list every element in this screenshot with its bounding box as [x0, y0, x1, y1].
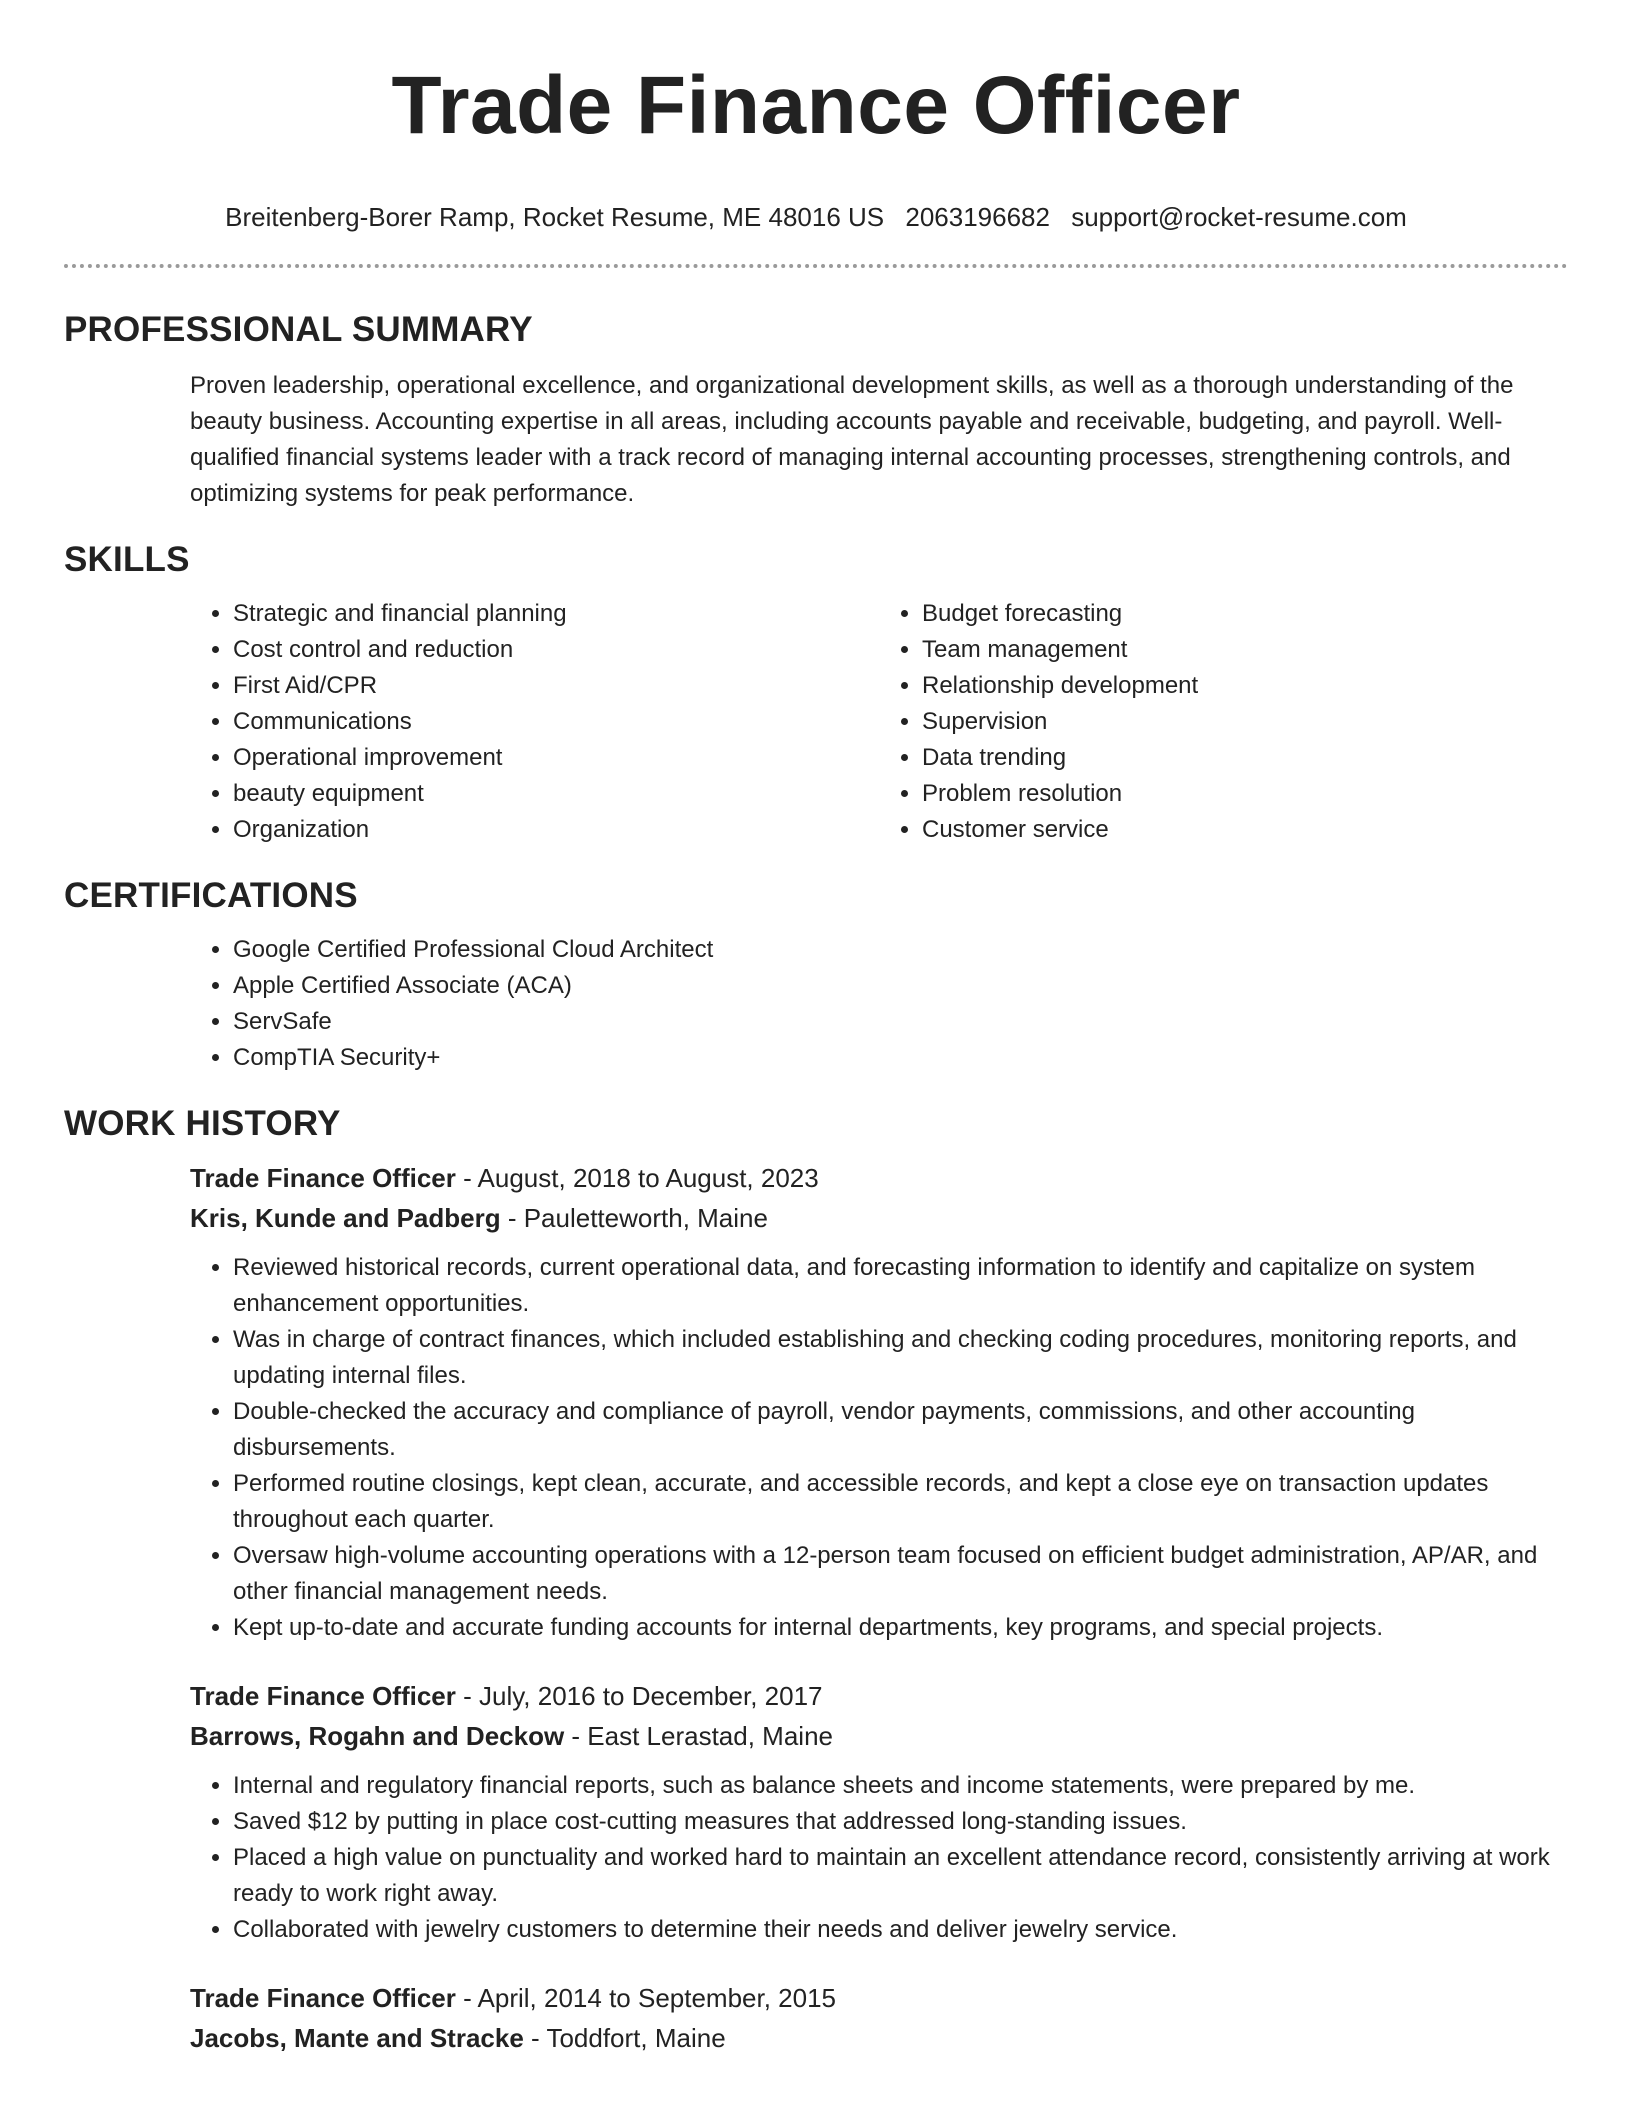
job-company: Barrows, Rogahn and Deckow — [190, 1721, 565, 1751]
job-location: - Pauletteworth, Maine — [500, 1203, 768, 1233]
header-divider — [64, 264, 1568, 268]
email: support@rocket-resume.com — [1071, 202, 1407, 232]
job-title-line — [190, 1978, 1568, 2018]
job-title-line — [190, 1158, 1568, 1198]
job-bullet: • Oversaw high-volume accounting operations with a 12-person team focused on efficient budget administration, AP/AR, and other financial management needs. — [233, 1538, 1568, 1610]
skill-item: • Operational improvement — [233, 740, 879, 776]
skill-item: • Cost control and reduction — [233, 632, 879, 668]
job-dates: - August, 2018 to August, 2023 — [455, 1163, 819, 1193]
job-company-line — [190, 1716, 1568, 1756]
job-bullet: • Kept up-to-date and accurate funding accounts for internal departments, key programs, and special projects. — [233, 1610, 1568, 1646]
job-bullet: • Reviewed historical records, current operational data, and forecasting information to identify and capitalize on system enhancement opportunities. — [233, 1250, 1568, 1322]
skill-item: • Customer service — [922, 812, 1568, 848]
job-company-line — [190, 2018, 1568, 2058]
job-bullet: • Saved $12 by putting in place cost-cutting measures that addressed long-standing issues. — [233, 1804, 1568, 1840]
job-title-line — [190, 1676, 1568, 1716]
skill-item: • First Aid/CPR — [233, 668, 879, 704]
certifications-list — [190, 932, 1568, 1076]
skill-item: • Problem resolution — [922, 776, 1568, 812]
skills-column-right — [879, 596, 1568, 848]
job-bullets — [190, 1768, 1568, 1948]
job-bullet: • Was in charge of contract finances, which included establishing and checking coding procedures, monitoring reports, and updating internal files. — [233, 1322, 1568, 1394]
job-role: Trade Finance Officer — [190, 1983, 456, 2013]
candidate-name: Trade Finance Officer — [391, 60, 1241, 151]
job-bullet: • Collaborated with jewelry customers to determine their needs and deliver jewelry service. — [233, 1912, 1568, 1948]
job-location: - Toddfort, Maine — [523, 2023, 726, 2053]
job-entry — [64, 1978, 1568, 2058]
job-entry — [64, 1158, 1568, 1646]
job-bullet: • Internal and regulatory financial reports, such as balance sheets and income statements, were prepared by me. — [233, 1768, 1568, 1804]
skill-item: • beauty equipment — [233, 776, 879, 812]
certification-item: • CompTIA Security+ — [233, 1040, 1568, 1076]
job-role: Trade Finance Officer — [190, 1681, 456, 1711]
skills-list — [64, 596, 1568, 848]
job-bullet: • Performed routine closings, kept clean, accurate, and accessible records, and kept a close eye on transaction updates throughout each quarter. — [233, 1466, 1568, 1538]
skill-item: • Strategic and financial planning — [233, 596, 879, 632]
skill-item: • Team management — [922, 632, 1568, 668]
skill-item: • Supervision — [922, 704, 1568, 740]
job-dates: - April, 2014 to September, 2015 — [455, 1983, 837, 2013]
skills-column-left — [190, 596, 879, 848]
job-bullets — [190, 1250, 1568, 1646]
job-company: Kris, Kunde and Padberg — [190, 1203, 501, 1233]
certification-item: • ServSafe — [233, 1004, 1568, 1040]
skill-item: • Budget forecasting — [922, 596, 1568, 632]
job-dates: - July, 2016 to December, 2017 — [455, 1681, 823, 1711]
skill-item: • Communications — [233, 704, 879, 740]
job-role: Trade Finance Officer — [190, 1163, 456, 1193]
skill-item: • Data trending — [922, 740, 1568, 776]
section-title-work-history: WORK HISTORY — [64, 1104, 341, 1143]
section-title-summary: PROFESSIONAL SUMMARY — [64, 310, 533, 349]
certification-item: • Apple Certified Associate (ACA) — [233, 968, 1568, 1004]
certification-item: • Google Certified Professional Cloud Architect — [233, 932, 1568, 968]
job-bullet: • Double-checked the accuracy and compliance of payroll, vendor payments, commissions, and other accounting disbursements. — [233, 1394, 1568, 1466]
job-entry — [64, 1676, 1568, 1948]
skill-item: • Organization — [233, 812, 879, 848]
job-company-line — [190, 1198, 1568, 1238]
job-bullet: • Placed a high value on punctuality and worked hard to maintain an excellent attendance record, consistently arriving at work ready to work right away. — [233, 1840, 1568, 1912]
job-company: Jacobs, Mante and Stracke — [190, 2023, 524, 2053]
section-title-certifications: CERTIFICATIONS — [64, 876, 358, 915]
address: Breitenberg-Borer Ramp, Rocket Resume, ME 48016 US — [225, 202, 885, 232]
contact-line — [64, 200, 1568, 234]
job-location: - East Lerastad, Maine — [564, 1721, 833, 1751]
skill-item: • Relationship development — [922, 668, 1568, 704]
section-title-skills: SKILLS — [64, 540, 190, 579]
summary-text: Proven leadership, operational excellence, and organizational development skills, as well as a thorough understanding of the beauty business. Accounting expertise in all areas, including accounts payable and receivable, budgeting, and payroll. Well-qualified financial systems leader with a track record of managing internal accounting processes, strengthening controls, and optimizing systems for peak performance. — [190, 372, 1514, 507]
phone: 2063196682 — [905, 202, 1050, 232]
